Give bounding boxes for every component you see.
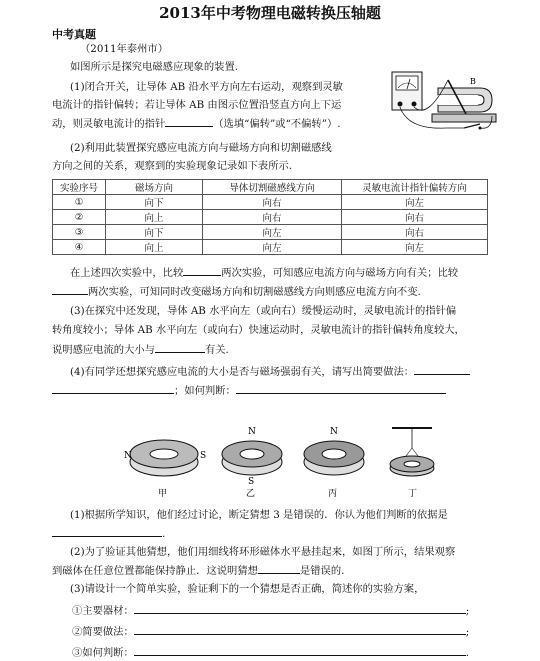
table-cell: 向左 bbox=[342, 195, 488, 210]
table-cell: 向右 bbox=[203, 210, 342, 225]
r1-answer-blank[interactable] bbox=[52, 526, 162, 537]
r3-equipment-blank[interactable] bbox=[134, 603, 466, 614]
table-cell: 向左 bbox=[203, 240, 342, 255]
svg-text:S: S bbox=[200, 451, 207, 461]
r3-item-method: ②简要做法： ; bbox=[72, 626, 470, 638]
ring-magnets-figure bbox=[120, 424, 450, 504]
r1-line-1: (1)根据所学知识，他们经过讨论，断定猜想 3 是错误的．你认为他们判断的依据是 bbox=[70, 509, 448, 521]
table-cell: 向下 bbox=[106, 195, 203, 210]
svg-text:S: S bbox=[248, 477, 255, 487]
svg-text:丁: 丁 bbox=[408, 489, 418, 499]
q4-line-1: (4)有同学还想探究感应电流的大小是否与磁场强弱有关，请写出简要做法： bbox=[70, 364, 470, 379]
q3-answer-blank[interactable] bbox=[155, 342, 205, 353]
ring-magnet-bing bbox=[304, 427, 364, 499]
q3-line-3: 说明感应电流的大小与 有关. bbox=[52, 344, 229, 356]
table-row bbox=[53, 210, 488, 225]
r3-method-blank[interactable] bbox=[134, 624, 466, 635]
table-cell: 向上 bbox=[106, 240, 203, 255]
table-cell: ① bbox=[53, 195, 106, 210]
compare-blank-1[interactable] bbox=[183, 265, 221, 276]
section-heading: 中考真题 bbox=[52, 28, 96, 41]
experiment-table bbox=[52, 179, 488, 255]
table-cell: 向下 bbox=[106, 225, 203, 240]
q1-answer-blank[interactable] bbox=[165, 116, 213, 127]
conductor-label: B bbox=[470, 77, 476, 86]
ring-magnet-jia bbox=[124, 440, 206, 499]
table-cell: 向右 bbox=[203, 195, 342, 210]
table-cell: ③ bbox=[53, 225, 106, 240]
r2-line-1: (2)为了验证其他猜想，他们用细线将环形磁体水平悬挂起来，如图丁所示，结果观察 bbox=[70, 546, 456, 558]
ring-magnet-yi bbox=[222, 427, 282, 499]
q4-line-2: ；如何判断： bbox=[52, 383, 446, 398]
q3-line-1: (3)在探究中还发现，导体 AB 水平向左（或向右）缓慢运动时，灵敏电流计的指针偏 bbox=[70, 305, 457, 317]
r3-judge-blank[interactable] bbox=[134, 645, 466, 656]
q2-line-2: 方向之间的关系，观察到的实验现象记录如下表所示. bbox=[52, 160, 293, 172]
compare-blank-2[interactable] bbox=[52, 284, 88, 295]
compare-line-2: 两次实验，可知同时改变磁场方向和切割磁感线方向则感应电流方向不变. bbox=[52, 284, 421, 299]
table-row bbox=[53, 195, 488, 210]
r3-item-judge: ③如何判断： . bbox=[72, 647, 470, 659]
induction-apparatus-figure bbox=[388, 58, 498, 140]
table-cell: 向左 bbox=[203, 225, 342, 240]
table-cell: 向左 bbox=[342, 240, 488, 255]
table-cell: 向右 bbox=[342, 210, 488, 225]
q1-line-1: (1)闭合开关，让导体 AB 沿水平方向左右运动，观察到灵敏 bbox=[70, 81, 343, 93]
r2-line-2: 到磁体在任意位置都能保持静止．这说明猜想 是错误的. bbox=[52, 565, 345, 577]
svg-text:甲: 甲 bbox=[158, 489, 168, 499]
table-cell: 向右 bbox=[342, 225, 488, 240]
r1-line-2: . bbox=[52, 526, 165, 541]
q1-line-2: 电流计的指针偏转；若让导体 AB 由图示位置沿竖直方向上下运 bbox=[52, 99, 342, 111]
table-header: 磁场方向 bbox=[106, 180, 203, 195]
table-header: 灵敏电流计指针偏转方向 bbox=[342, 180, 488, 195]
q4-method-blank-2[interactable] bbox=[52, 383, 174, 394]
table-cell: ② bbox=[53, 210, 106, 225]
r2-answer-blank[interactable] bbox=[258, 563, 300, 574]
r3-item-equipment: ①主要器材： ; bbox=[72, 605, 470, 617]
q4-judge-blank[interactable] bbox=[236, 383, 446, 394]
svg-text:丙: 丙 bbox=[328, 489, 338, 499]
source-label: （2011年泰州市） bbox=[80, 43, 168, 55]
q3-line-2: 转角度较小；导体 AB 水平向左（或向右）快速运动时，灵敏电流计的指针偏转角度较大， bbox=[52, 324, 465, 336]
table-header-row bbox=[53, 180, 488, 195]
svg-text:乙: 乙 bbox=[246, 489, 256, 499]
q1-line-3: 动，则灵敏电流计的指针 （选填“偏转”或“不偏转”）. bbox=[52, 118, 341, 130]
table-cell: 向上 bbox=[106, 210, 203, 225]
q2-line-1: (2)利用此装置探究感应电流方向与磁场方向和切割磁感线 bbox=[70, 142, 332, 154]
intro-text: 如图所示是探究电磁感应现象的装置. bbox=[70, 61, 239, 73]
q4-method-blank[interactable] bbox=[414, 364, 470, 375]
svg-text:N: N bbox=[124, 451, 132, 461]
svg-text:N: N bbox=[248, 427, 256, 437]
table-header: 实验序号 bbox=[53, 180, 106, 195]
table-cell: ④ bbox=[53, 240, 106, 255]
ring-magnet-ding bbox=[390, 428, 434, 499]
r3-head: (3)请设计一个简单实验，验证剩下的一个猜想是否正确，简述你的实验方案， bbox=[70, 583, 425, 595]
table-header: 导体切割磁感线方向 bbox=[203, 180, 342, 195]
table-row bbox=[53, 240, 488, 255]
table-row bbox=[53, 225, 488, 240]
compare-line-1: 在上述四次实验中，比较 两次实验，可知感应电流方向与磁场方向有关；比较 bbox=[70, 267, 459, 279]
svg-text:N: N bbox=[330, 427, 338, 437]
page-title: 2013年中考物理电磁转换压轴题 bbox=[159, 4, 381, 22]
